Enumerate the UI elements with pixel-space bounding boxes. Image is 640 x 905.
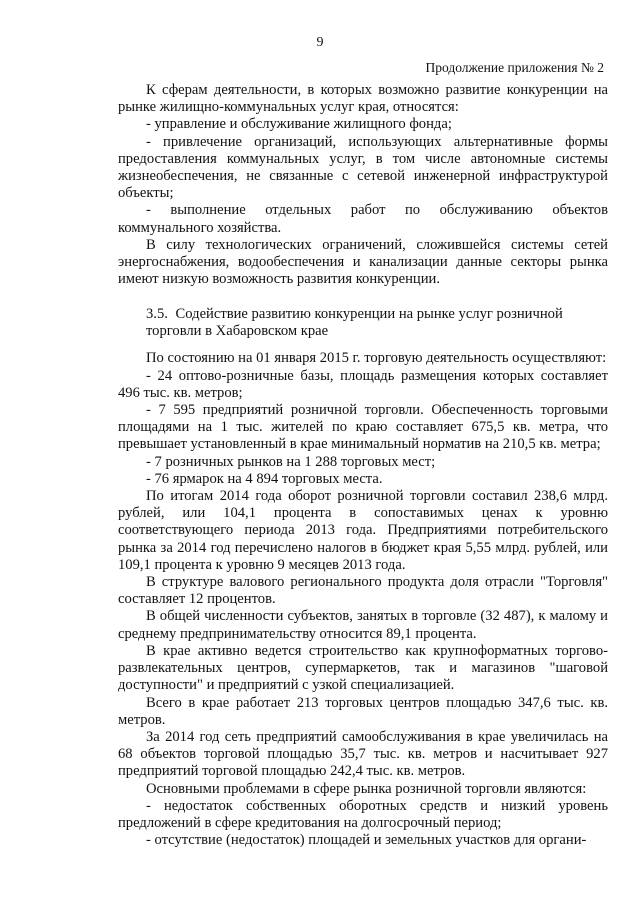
section-heading — [118, 306, 608, 339]
intro-list-item: - привлечение организаций, использующих альтернативные формы предоставления коммунальных услуг, в том числе автономные системы жизнеобеспечения, не связанные с сетевой инженерной инфраструктурой объекты; — [118, 133, 608, 202]
intro-paragraph: К сферам деятельности, в которых возможно развитие конкуренции на рынке жилищно-коммунальных услуг края, относятся: — [118, 82, 608, 116]
section-list-item: - отсутствие (недостаток) площадей и земельных участков для органи- — [146, 832, 587, 849]
section-list-item: - недостаток собственных оборотных средств и низкий уровень предложений в сфере кредитования на долгосрочный период; — [118, 797, 608, 831]
document-body — [118, 82, 608, 849]
section-paragraph: По состоянию на 01 января 2015 г. торговую деятельность осуществляют: — [146, 350, 607, 367]
section-list-item: - 7 розничных рынков на 1 288 торговых мест; — [146, 453, 436, 470]
appendix-note: Продолжение приложения № 2 — [425, 60, 604, 75]
intro-paragraph: В силу технологических ограничений, сложившейся системы сетей энергоснабжения, водообеспечения и канализации данные секторы рынка имеют низкую возможность развития конкуренции. — [118, 236, 608, 288]
page-number: 9 — [316, 35, 324, 50]
section-number: 3.5. — [146, 306, 168, 323]
section-title: Содействие развитию конкуренции на рынке услуг розничной торговли в Хабаровском крае — [146, 306, 563, 339]
section-list-item: - 7 595 предприятий розничной торговли. Обеспеченность торговыми площадями на 1 тыс. жителей по краю составляет 675,5 кв. метра, что превышает установленный в крае минимальный норматив на 210,5 кв. метра; — [118, 402, 608, 453]
section-paragraph: В общей численности субъектов, занятых в торговле (32 487), к малому и среднему предпринимательству относится 89,1 процента. — [118, 608, 608, 642]
section-paragraph: Всего в крае работает 213 торговых центров площадью 347,6 тыс. кв. метров. — [118, 694, 608, 728]
section-paragraph: В крае активно ведется строительство как крупноформатных торгово-развлекательных центров, супермаркетов, так и магазинов "шаговой доступности" и предприятий с узкой специализацией. — [118, 642, 608, 694]
intro-list-item: - управление и обслуживание жилищного фонда; — [146, 116, 452, 133]
section-list-item: - 24 оптово-розничные базы, площадь размещения которых составляет 496 тыс. кв. метров; — [118, 367, 608, 401]
section-paragraph: Основными проблемами в сфере рынка розничной торговли являются: — [146, 780, 587, 797]
section-list-item: - 76 ярмарок на 4 894 торговых места. — [146, 470, 383, 487]
section-paragraph: В структуре валового регионального продукта доля отрасли "Торговля" составляет 12 процентов. — [118, 574, 608, 608]
section-paragraph: По итогам 2014 года оборот розничной торговли составил 238,6 млрд. рублей, или 104,1 процента в сопоставимых ценах к уровню соответствующего периода 2013 года. Предприятиями потребительского рынка за 2014 год перечислено налогов в бюджет края 5,55 млрд. рублей, или 109,1 процента к уровню 9 месяцев 2013 года. — [118, 488, 608, 573]
intro-list-item: - выполнение отдельных работ по обслуживанию объектов коммунального хозяйства. — [118, 202, 608, 236]
section-paragraph: За 2014 год сеть предприятий самообслуживания в крае увеличилась на 68 объектов торговой площадью 35,7 тыс. кв. метров и насчитывает 927 предприятий торговой площадью 242,4 тыс. кв. метров. — [118, 728, 608, 780]
